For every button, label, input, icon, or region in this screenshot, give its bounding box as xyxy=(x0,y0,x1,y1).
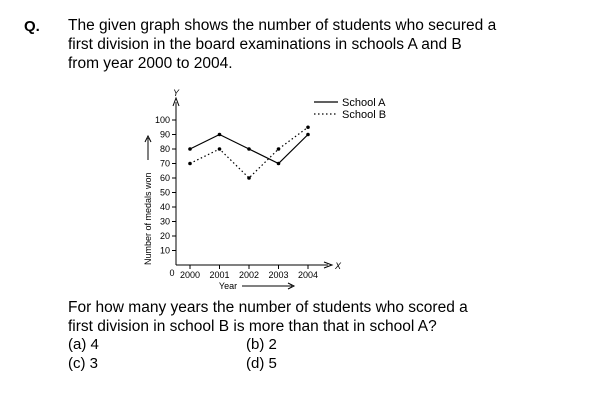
data-point xyxy=(247,176,251,180)
option-b[interactable]: (b) 2 xyxy=(246,336,277,353)
data-point xyxy=(306,133,310,137)
origin-label: 0 xyxy=(169,268,175,278)
prompt-line-1: For how many years the number of students who scored a xyxy=(68,299,468,316)
prompt-line-2: first division in school B is more than that in school A? xyxy=(68,318,437,335)
x-axis-title: Year xyxy=(218,281,238,291)
data-point xyxy=(277,147,281,151)
y-tick-label: 70 xyxy=(159,158,170,169)
data-point xyxy=(218,133,222,137)
data-point xyxy=(188,162,192,166)
legend-label: School B xyxy=(342,109,387,121)
y-axis-letter: Y xyxy=(172,88,180,98)
y-tick-label: 40 xyxy=(159,202,170,212)
x-tick-label: 2001 xyxy=(209,270,230,280)
x-tick-label: 2003 xyxy=(268,270,289,280)
chart-legend xyxy=(314,97,386,121)
chart-axes xyxy=(143,88,342,291)
question-label: Q. xyxy=(24,18,40,35)
data-point xyxy=(306,125,310,129)
y-axis-title: Number of medals won xyxy=(143,172,153,265)
question-line-1: The given graph shows the number of students who secured a xyxy=(68,17,497,34)
y-tick-label: 80 xyxy=(159,144,170,154)
x-ticks xyxy=(180,265,318,280)
option-a[interactable]: (a) 4 xyxy=(68,336,99,353)
question-line-3: from year 2000 to 2004. xyxy=(68,55,233,72)
y-tick-label: 60 xyxy=(159,173,170,183)
legend-label: School A xyxy=(342,97,386,109)
data-point xyxy=(218,147,222,151)
chart-series xyxy=(188,125,310,179)
x-tick-label: 2004 xyxy=(297,270,319,280)
data-point xyxy=(277,162,281,166)
y-tick-label: 10 xyxy=(159,245,170,256)
data-point xyxy=(188,147,192,151)
x-tick-label: 2000 xyxy=(179,270,201,280)
option-d[interactable]: (d) 5 xyxy=(246,355,277,372)
question-prompt xyxy=(68,298,568,336)
x-tick-label: 2002 xyxy=(238,270,260,280)
y-ticks xyxy=(155,115,176,256)
y-tick-label: 20 xyxy=(159,231,170,241)
y-tick-label: 90 xyxy=(159,129,170,140)
y-tick-label: 50 xyxy=(159,187,170,198)
x-axis-letter: X xyxy=(334,261,342,271)
y-tick-label: 30 xyxy=(159,216,170,227)
option-c[interactable]: (c) 3 xyxy=(68,355,98,372)
y-tick-label: 100 xyxy=(154,115,170,125)
question-line-2: first division in the board examinations in schools A and B xyxy=(68,36,462,53)
data-point xyxy=(247,147,251,151)
